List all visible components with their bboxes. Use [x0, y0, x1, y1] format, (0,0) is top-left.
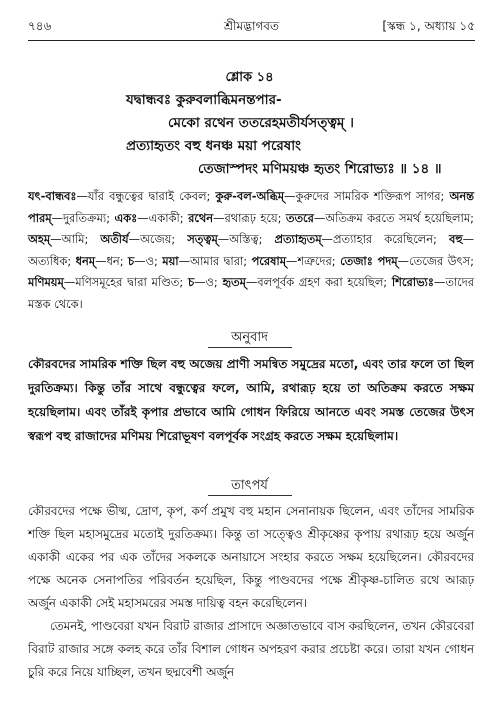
wfw-meaning: —তেজের উৎস;	[397, 253, 475, 268]
translation-heading-underline	[208, 347, 292, 348]
wfw-term: একঃ	[114, 210, 138, 225]
wfw-meaning: —শত্রুদের;	[286, 253, 341, 268]
wfw-meaning: —অস্তিত্ব;	[217, 232, 275, 246]
wfw-meaning: —অজেয়;	[128, 232, 188, 246]
verse-title: শ্লোক ১৪	[225, 70, 274, 85]
wfw-meaning: —তাদের মস্তক থেকে।	[28, 275, 475, 311]
purport-paragraph-1: কৌরবদের পক্ষে ভীষ্ম, দ্রোণ, কৃপ, কর্ণ প্রমুখ বহু মহান সেনানায়ক ছিলেন, এবং তাঁদের সামরিক শক্তি ছিল মহাসমুদ্রের মতোই দুরতিক্রম্য। কিন্তু তা সত্ত্বেও শ্রীকৃষ্ণের কৃপায় রথারূঢ় হয়ে অর্জুন একাকী একের পর এক তাঁদের সকলকে অনায়াসে সংহার করতে সক্ষম হয়েছিলেন। কৌরবদের পক্ষে অনেক সেনাপতির পরিবর্তন হয়েছিল, কিন্তু পাণ্ডবদের পক্ষে শ্রীকৃষ্ণ-চালিত রথে আরূঢ় অর্জুন একাকী সেই মহাসমরের সমস্ত দায়িত্ব বহন করেছিলেন।	[28, 504, 474, 610]
wfw-term: তেজাঃ পদম্	[340, 253, 398, 268]
wfw-term: অহম্	[28, 232, 51, 246]
page-number: ৭৪৬	[28, 19, 52, 33]
wfw-term: ততরে	[285, 210, 314, 225]
purport-heading: তাৎপর্য	[231, 478, 268, 493]
wfw-term: ময়া	[162, 253, 179, 268]
wfw-meaning: —মণিসমূহের দ্বারা মণ্ডিত;	[63, 275, 188, 289]
wfw-term: বহু	[448, 232, 463, 246]
wfw-term: রথেন	[188, 210, 214, 225]
wfw-meaning: —অতিক্রম করতে সমর্থ হয়েছিলাম;	[313, 210, 475, 225]
wfw-term: অতীর্য	[100, 232, 129, 246]
wfw-meaning: —ও;	[194, 275, 223, 289]
purport-paragraph-2: তেমনই, পাণ্ডবেরা যখন বিরাট রাজার প্রাসাদে অজ্ঞাতভাবে বাস করছিলেন, তখন কৌরবেরা বিরাট রাজার সঙ্গে কলহ করে তাঁর বিশাল গোধন অপহরণ করার প্রচেষ্টা করে। তারা যখন গোধন চুরি করে নিয়ে যাচ্ছিল, তখন ছদ্মবেশী অর্জুন	[28, 619, 474, 679]
book-title: শ্রীমদ্ভাগবত	[223, 19, 279, 33]
wfw-meaning: —অত্যধিক;	[28, 232, 474, 268]
verse-line-3: প্রত্যাহৃতং বহু ধনঞ্চ ময়া পরেষাং	[126, 138, 301, 154]
wfw-term: শিরোভ্যঃ	[391, 275, 434, 289]
wfw-term: ধনম্	[75, 253, 96, 268]
wfw-term: চ	[187, 275, 195, 289]
wfw-meaning: —দুরতিক্রম্য;	[51, 210, 115, 225]
header-divider	[28, 40, 475, 41]
wfw-meaning: —প্রত্যাহার করেছিলেন;	[321, 232, 449, 246]
wfw-term: প্রত্যাহৃতম্	[274, 232, 322, 246]
wfw-meaning: —একাকী;	[137, 210, 189, 225]
wfw-meaning: —ও;	[134, 253, 163, 268]
purport	[28, 500, 474, 684]
verse-line-1: যদ্বান্ধবঃ কুরুবলাব্ধিমনন্তপার-	[126, 92, 282, 108]
verse-line-4: তেজাস্পদং মণিময়ঞ্চ হৃতং শিরোভ্যঃ ॥ ১৪ ॥	[198, 161, 442, 177]
wfw-term: অনন্ত পারম্	[28, 189, 474, 225]
wfw-term: যৎ-বান্ধবঃ	[28, 189, 77, 203]
wfw-term: সত্ত্বম্	[187, 232, 218, 246]
verse-line-2: মেকো রথেন ততরেহমতীর্যসত্ত্বম্ ।	[168, 115, 354, 131]
wfw-term: কুরু-বল-অব্ধিম্	[215, 189, 285, 203]
page-header	[28, 18, 475, 36]
wfw-term: হৃতম্	[222, 275, 246, 289]
wfw-meaning: —বলপূর্বক গ্রহণ করা হয়েছিল;	[245, 275, 392, 289]
wfw-meaning: —ধন;	[95, 253, 129, 268]
wfw-term: মণিময়ম্	[28, 275, 64, 289]
wfw-meaning: —রথারূঢ় হয়ে;	[213, 210, 286, 225]
wfw-term: চ	[128, 253, 135, 268]
translation-heading: অনুবাদ	[231, 330, 268, 345]
wfw-meaning: —কুরুদের সামরিক শক্তিরূপ সাগর;	[284, 189, 450, 203]
wfw-term: পরেষাম্	[251, 253, 287, 268]
wfw-meaning: —যাঁর বন্ধুত্বের দ্বারাই কেবল;	[76, 189, 216, 203]
chapter-reference: [স্কন্ধ ১, অধ্যায় ১৫	[382, 19, 475, 33]
wfw-meaning: —আমি;	[50, 232, 101, 246]
word-for-word	[28, 186, 474, 315]
purport-heading-underline	[208, 495, 292, 496]
wfw-meaning: —আমার দ্বারা;	[178, 253, 252, 268]
translation-text: কৌরবদের সামরিক শক্তি ছিল বহু অজেয় প্রাণী সমন্বিত সমুদ্রের মতো, এবং তার ফলে তা ছিল দুরতিক্রম্য। কিন্তু তাঁর সাথে বন্ধুত্বের ফলে, আমি, রথারূঢ় হয়ে তা অতিক্রম করতে সক্ষম হয়েছিলাম। এবং তাঁরই কৃপার প্রভাবে আমি গোধন ফিরিয়ে আনতে এবং সমস্ত তেজের উৎস স্বরূপ বহু রাজাদের মণিময় শিরোভূষণ বলপূর্বক সংগ্রহ করতে সক্ষম হয়েছিলাম।	[28, 357, 474, 443]
